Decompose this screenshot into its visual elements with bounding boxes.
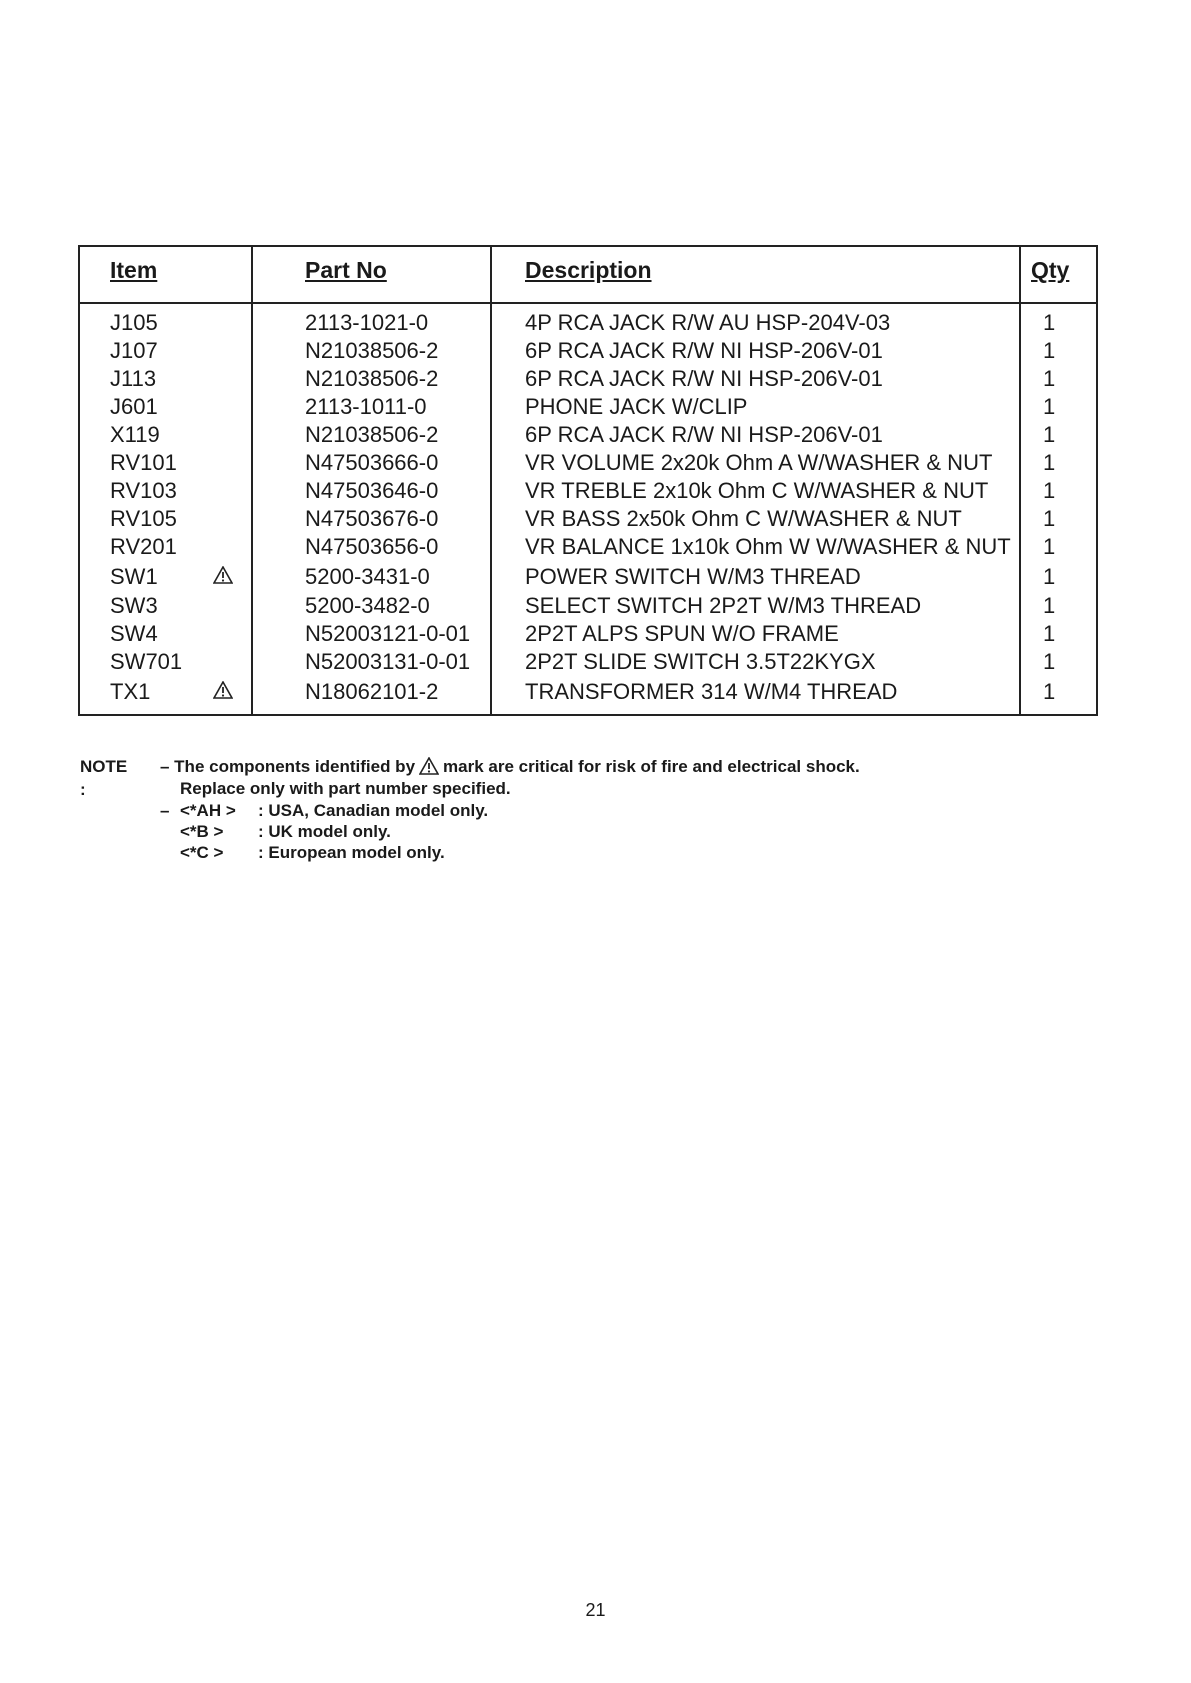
model-description: : USA, Canadian model only.: [258, 801, 489, 820]
item-cell: RV105: [110, 506, 177, 531]
qty-cell: 1: [1043, 649, 1056, 674]
table-row: [80, 648, 1096, 676]
description-cell: 6P RCA JACK R/W NI HSP-206V-01: [525, 366, 883, 391]
item-cell: SW3: [110, 593, 158, 618]
qty-cell: 1: [1043, 366, 1056, 391]
description-cell: POWER SWITCH W/M3 THREAD: [525, 564, 861, 589]
model-code: <*C >: [180, 843, 224, 862]
qty-cell: 1: [1043, 621, 1056, 646]
part-no-cell: N47503646-0: [305, 478, 439, 503]
part-no-cell: N18062101-2: [305, 679, 439, 704]
note-text: – The components identified by: [160, 757, 416, 776]
part-no-cell: N47503666-0: [305, 450, 439, 475]
table-row: [80, 365, 1096, 393]
description-cell: 2P2T SLIDE SWITCH 3.5T22KYGX: [525, 649, 876, 674]
part-no-cell: 5200-3482-0: [305, 593, 430, 618]
description-cell: VR TREBLE 2x10k Ohm C W/WASHER & NUT: [525, 478, 989, 503]
item-cell: J107: [110, 338, 158, 363]
item-cell: J105: [110, 310, 158, 335]
qty-cell: 1: [1043, 394, 1056, 419]
item-cell: RV201: [110, 534, 177, 559]
item-cell: J113: [110, 366, 157, 391]
qty-cell: 1: [1043, 338, 1056, 363]
table-row: [80, 337, 1096, 365]
table-row: [80, 477, 1096, 505]
part-no-cell: N52003121-0-01: [305, 621, 471, 646]
qty-cell: 1: [1043, 478, 1056, 503]
part-no-cell: N21038506-2: [305, 366, 439, 391]
description-cell: 4P RCA JACK R/W AU HSP-204V-03: [525, 310, 891, 335]
item-cell: RV103: [110, 478, 177, 503]
model-description: : European model only.: [258, 843, 445, 862]
table-row: [80, 533, 1096, 561]
part-no-cell: 2113-1021-0: [305, 310, 429, 335]
parts-list-table: [78, 245, 1098, 716]
description-cell: PHONE JACK W/CLIP: [525, 394, 748, 419]
description-cell: 6P RCA JACK R/W NI HSP-206V-01: [525, 338, 883, 363]
item-cell: TX1: [110, 679, 151, 704]
qty-cell: 1: [1043, 310, 1056, 335]
part-no-cell: 5200-3431-0: [305, 564, 430, 589]
description-cell: VR BASS 2x50k Ohm C W/WASHER & NUT: [525, 506, 962, 531]
warning-triangle-icon: [213, 676, 235, 704]
table-row: [80, 505, 1096, 533]
model-code: <*B >: [180, 822, 224, 841]
part-no-cell: N52003131-0-01: [305, 649, 471, 674]
item-cell: X119: [110, 422, 160, 447]
table-body: [80, 309, 1096, 707]
model-code: <*AH >: [180, 801, 236, 820]
table-row: [80, 592, 1096, 620]
table-row: [80, 309, 1096, 337]
table-row: [80, 393, 1096, 421]
item-cell: SW1: [110, 564, 158, 589]
item-cell: RV101: [110, 450, 177, 475]
table-row: [80, 421, 1096, 449]
part-no-cell: N21038506-2: [305, 422, 439, 447]
page-number: 21: [585, 1600, 606, 1620]
warning-triangle-icon: [213, 561, 235, 589]
description-cell: 2P2T ALPS SPUN W/O FRAME: [525, 621, 839, 646]
qty-cell: 1: [1043, 593, 1056, 618]
description-cell: SELECT SWITCH 2P2T W/M3 THREAD: [525, 593, 922, 618]
table-row: [80, 676, 1096, 707]
note-text: mark are critical for risk of fire and electrical shock.: [443, 757, 860, 776]
table-row: [80, 449, 1096, 477]
item-cell: SW4: [110, 621, 158, 646]
header-description: Description: [525, 257, 652, 283]
model-description: : UK model only.: [258, 822, 391, 841]
part-no-cell: 2113-1011-0: [305, 394, 427, 419]
description-cell: VR VOLUME 2x20k Ohm A W/WASHER & NUT: [525, 450, 993, 475]
description-cell: TRANSFORMER 314 W/M4 THREAD: [525, 679, 898, 704]
item-cell: SW701: [110, 649, 183, 674]
note-label: NOTE :: [80, 757, 128, 799]
qty-cell: 1: [1043, 534, 1056, 559]
qty-cell: 1: [1043, 679, 1056, 704]
item-cell: J601: [110, 394, 158, 419]
model-dash: –: [160, 801, 170, 820]
part-no-cell: N47503656-0: [305, 534, 439, 559]
header-item: Item: [110, 257, 158, 283]
qty-cell: 1: [1043, 564, 1056, 589]
header-qty: Qty: [1031, 257, 1070, 283]
header-part-no: Part No: [305, 257, 387, 283]
table-header: [80, 247, 1096, 304]
table-row: [80, 561, 1096, 592]
table-row: [80, 620, 1096, 648]
qty-cell: 1: [1043, 450, 1056, 475]
description-cell: 6P RCA JACK R/W NI HSP-206V-01: [525, 422, 883, 447]
note-line-replace: Replace only with part number specified.: [180, 779, 511, 798]
qty-cell: 1: [1043, 422, 1056, 447]
part-no-cell: N47503676-0: [305, 506, 439, 531]
qty-cell: 1: [1043, 506, 1056, 531]
description-cell: VR BALANCE 1x10k Ohm W W/WASHER & NUT: [525, 534, 1011, 559]
part-no-cell: N21038506-2: [305, 338, 439, 363]
